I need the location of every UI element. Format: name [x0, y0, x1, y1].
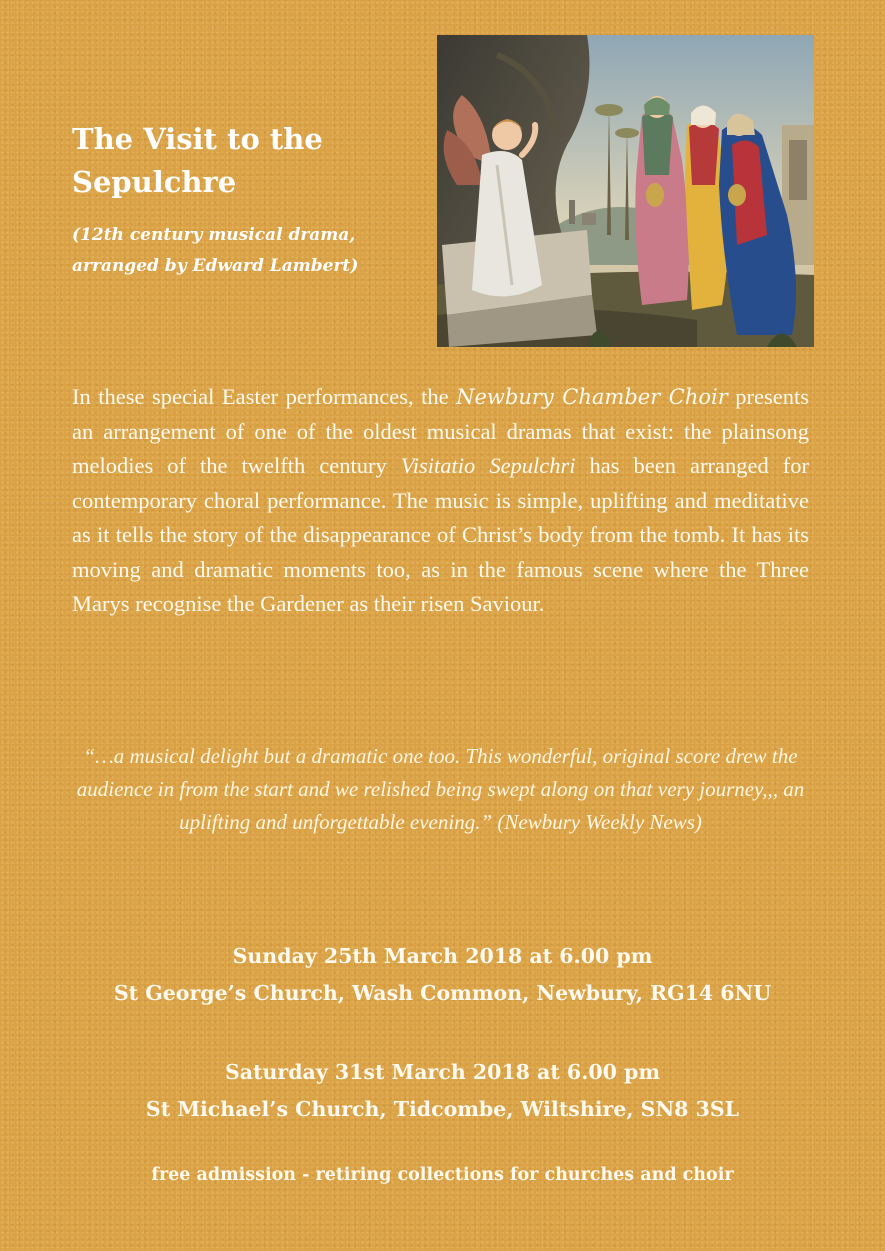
performance-2	[0, 1054, 885, 1128]
admission-note: free admission - retiring collections for churches and choir	[151, 1165, 734, 1185]
review-quote: “…a musical delight but a dramatic one too. This wonderful, original score drew the audience in from the start and we relished being swept along on that very journey,,, an uplifting and unforgettable evening.” (Newbury Weekly News)	[76, 744, 805, 834]
description-part2: presents an arrangement of one of the oldest musical dramas that exist: the plainsong melodies of the twelfth century	[72, 384, 809, 478]
page-title: The Visit to the Sepulchre	[72, 122, 323, 199]
page-subtitle: (12th century musical drama, arranged by Edward Lambert)	[72, 225, 359, 276]
description-intro: In these special Easter performances, the	[72, 384, 457, 409]
painting-icon	[437, 35, 814, 347]
performance-venue: St George’s Church, Wash Common, Newbury, RG14 6NU	[113, 981, 772, 1005]
performance-1	[0, 938, 885, 1012]
painting-image	[437, 35, 814, 347]
description-paragraph	[72, 380, 809, 622]
performance-venue: St Michael’s Church, Tidcombe, Wiltshire, SN8 3SL	[145, 1097, 740, 1121]
description-part3: has been arranged for contemporary choral performance. The music is simple, uplifting and meditative as it tells the story of the disappearance of Christ’s body from the tomb. It has its moving and dramatic moments too, as in the famous scene where the Three Marys recognise the Gardener as their risen Saviour.	[72, 453, 809, 616]
performance-date: Saturday 31st March 2018 at 6.00 pm	[224, 1060, 661, 1084]
choir-name: Newbury Chamber Choir	[456, 385, 728, 409]
latin-title: Visitatio Sepulchri	[400, 453, 576, 478]
performance-date: Sunday 25th March 2018 at 6.00 pm	[232, 944, 653, 968]
